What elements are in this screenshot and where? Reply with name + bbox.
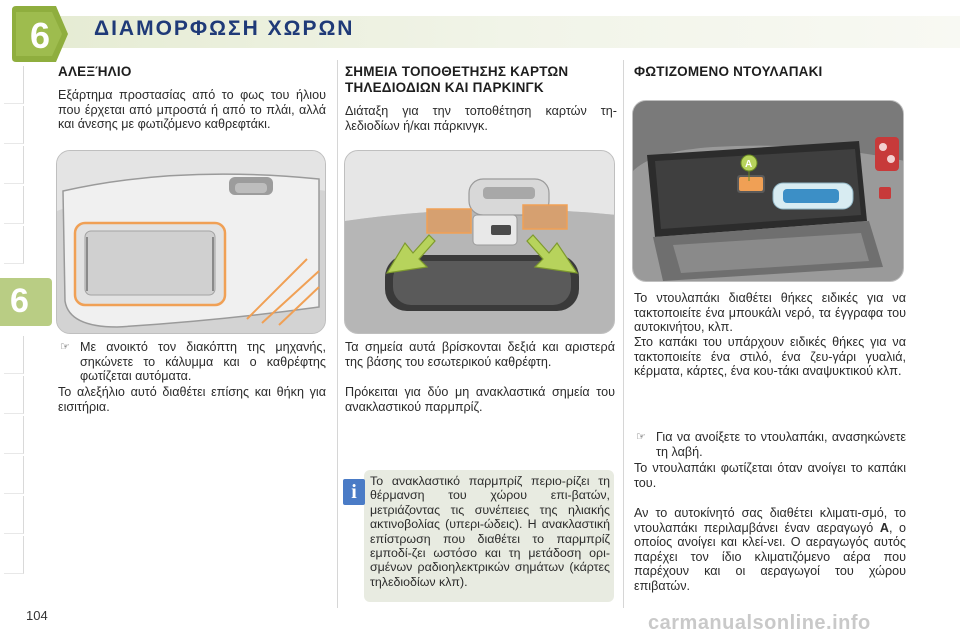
mirror-illustration bbox=[344, 150, 615, 334]
glove-box-para2: Στο καπάκι του υπάρχουν ειδικές θήκες για να τακτοποιείτε ένα στιλό, ένα ζευ-γάρι γυαλιά, κέρματα, κάρτες, ένα κου-τάκι αναψυκτικού κλπ. bbox=[634, 335, 906, 378]
info-box-text: Το ανακλαστικό παρμπρίζ περιο-ρίζει τη θέρμανση του χώρου επι-βατών, μετριάζοντας τις συνέπειες της ηλιακής ακτινοβολίας (υπερι-ώδεις). Η ανακλαστική επίστρωση που διαθέτει το παρμπρίζ εμποδί-ζει ωστόσο και τη μετάδοση ορι-σμένων ραδιοηλεκτρικών σημάτων (κάρτες τηλεδιοδίων κλπ). bbox=[370, 474, 610, 589]
side-tab[interactable] bbox=[4, 226, 24, 264]
side-tab[interactable] bbox=[4, 456, 24, 494]
page-title: ΔΙΑΜΟΡΦΩΣΗ ΧΩΡΩΝ bbox=[94, 17, 355, 40]
glove-box-para1: Το ντουλαπάκι διαθέτει θήκες ειδικές για να τακτοποιείτε ένα μπουκάλι νερό, τα έγγραφα του αυτοκινήτου, κλπ. bbox=[634, 291, 906, 334]
air-vent-ref: A bbox=[879, 520, 889, 535]
side-tab[interactable] bbox=[4, 496, 24, 534]
page-number: 104 bbox=[26, 608, 48, 623]
hand-pointer-icon: ☞ bbox=[60, 341, 70, 353]
toll-card-title bbox=[345, 64, 617, 96]
side-tab[interactable] bbox=[4, 416, 24, 454]
side-tab[interactable] bbox=[4, 336, 24, 374]
chapter-number: 6 bbox=[30, 15, 51, 56]
glove-box-para4-start: Αν το αυτοκίνητό σας διαθέτει κλιματι-σμό, το ντουλαπάκι περιλαμβάνει έναν αεραγωγό bbox=[634, 506, 906, 535]
column-divider bbox=[337, 60, 338, 608]
side-tab[interactable] bbox=[4, 146, 24, 184]
glove-box-para3: Το ντουλαπάκι φωτίζεται όταν ανοίγει το καπάκι του. bbox=[634, 461, 906, 490]
sun-visor-illustration bbox=[56, 150, 326, 334]
side-tab[interactable] bbox=[4, 66, 24, 104]
glove-box-para4-end: , ο οποίος ανοίγει και κλεί-νει. Ο αεραγωγός αυτός παρέχει τον ίδιο κλιματιζόμενο αέρα που παρέχουν και οι αεραγωγοί του χώρου επιβατών. bbox=[634, 520, 906, 593]
watermark: carmanualsonline.info bbox=[648, 612, 871, 634]
side-tab[interactable] bbox=[4, 106, 24, 144]
side-tab[interactable] bbox=[4, 376, 24, 414]
toll-card-para1: Τα σημεία αυτά βρίσκονται δεξιά και αριστερά της βάσης του εσωτερικού καθρέφτη. bbox=[345, 340, 615, 369]
side-tab-rail bbox=[0, 66, 29, 606]
toll-card-title-line2: ΤΗΛΕΔΙΟΔΙΩΝ ΚΑΙ ΠΑΡΚΙΝΓΚ bbox=[345, 80, 544, 95]
glove-box-para4 bbox=[634, 506, 906, 593]
side-tab[interactable] bbox=[4, 186, 24, 224]
side-tab[interactable] bbox=[4, 536, 24, 574]
chapter-badge bbox=[8, 4, 72, 64]
glove-box-illustration bbox=[632, 100, 904, 282]
toll-card-title-line1: ΣΗΜΕΙΑ ΤΟΠΟΘΕΤΗΣΗΣ ΚΑΡΤΩΝ bbox=[345, 64, 569, 79]
sun-visor-note: Το αλεξήλιο αυτό διαθέτει επίσης και θήκη για εισιτήρια. bbox=[58, 385, 326, 414]
column-divider bbox=[623, 60, 624, 608]
sun-visor-bullet: Με ανοικτό τον διακόπτη της μηχανής, σηκώνετε το κάλυμμα και ο καθρέφτης φωτίζεται αυτόματα. bbox=[80, 340, 326, 383]
toll-card-intro: Διάταξη για την τοποθέτηση καρτών τη-λεδιοδίων ή/και πάρκινγκ. bbox=[345, 104, 617, 133]
hand-pointer-icon: ☞ bbox=[636, 431, 646, 443]
toll-card-para2: Πρόκειται για δύο μη ανακλαστικά σημεία του ανακλαστικού παρμπρίζ. bbox=[345, 385, 615, 414]
glove-box-title: ΦΩΤΙΖΟΜΕΝΟ ΝΤΟΥΛΑΠΑΚΙ bbox=[634, 64, 823, 79]
side-tab-active[interactable] bbox=[0, 278, 52, 326]
air-vent-callout-label: A bbox=[745, 159, 753, 170]
side-tab-label: 6 bbox=[10, 282, 29, 320]
info-icon: i bbox=[343, 479, 365, 505]
sun-visor-intro: Εξάρτημα προστασίας από το φως του ήλιου που έρχεται από μπροστά ή από το πλάι, αλλά και άνεσης με φωτιζόμενο καθρεφτάκι. bbox=[58, 88, 326, 131]
sun-visor-title: ΑΛΕΞΉΛΙΟ bbox=[58, 64, 132, 79]
glove-box-bullet: Για να ανοίξετε το ντουλαπάκι, ανασηκώνετε τη λαβή. bbox=[656, 430, 906, 459]
